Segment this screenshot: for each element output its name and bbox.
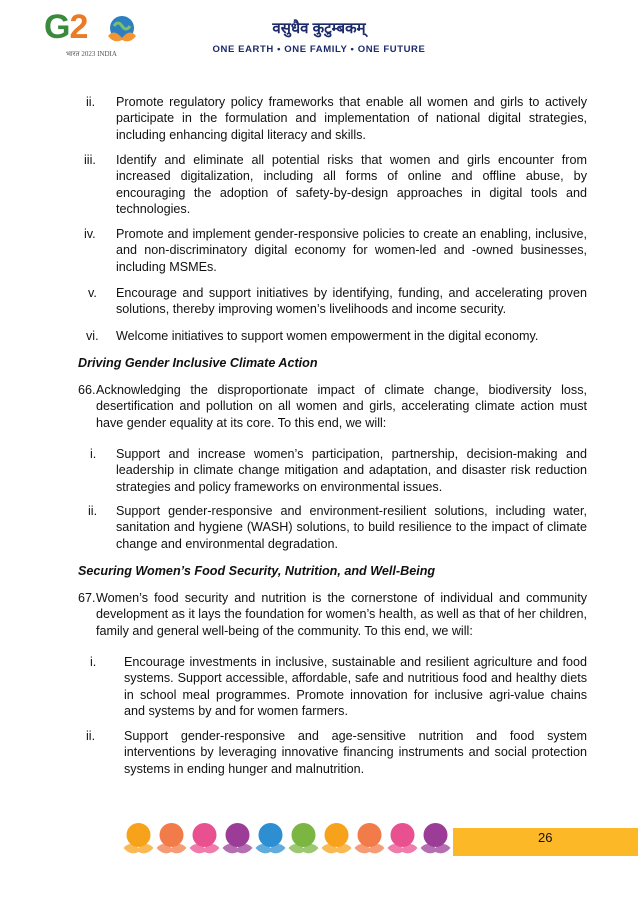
section-heading-food: Securing Women’s Food Security, Nutrition, and Well-Being (78, 564, 436, 578)
list-item: Welcome initiatives to support women empowerment in the digital economy. (116, 329, 539, 343)
hindi-motto: वसुधैव कुटुम्बकम् (272, 20, 366, 37)
paragraph-67: Women’s food security and nutrition is the cornerstone of individual and community development as it lays the foundation for women’s health, as well as that of her children, family and general well-being of the community. To this end, we will: (96, 591, 587, 638)
paragraph-66: Acknowledging the disproportionate impact of climate change, biodiversity loss, desertification and pollution on all women and girls, accelerating climate action must have gender equality at its core. To this end, we will: (96, 383, 587, 430)
list-item: Support gender-responsive and age-sensitive nutrition and food system interventions by leveraging innovative financing instruments and social protection systems in ending hunger and malnutrition. (124, 729, 587, 776)
lotus-icon (421, 823, 451, 853)
lotus-icon (388, 823, 418, 853)
list-item: Support and increase women’s participation, partnership, decision-making and leadership in climate change mitigation and adaptation, and disaster risk reduction strategies and policy frameworks on environmental issues. (116, 447, 587, 494)
lotus-icon (355, 823, 385, 853)
list-item: Promote regulatory policy frameworks that enable all women and girls to actively participate in the formulation and implementation of national digital strategies, including enhancing digital literacy and skills. (116, 95, 587, 142)
list-item: Encourage and support initiatives by identifying, funding, and accelerating proven solutions, thereby improving women’s livelihoods and income security. (116, 286, 587, 317)
list-marker: vi. (86, 329, 99, 343)
page-number: 26 (538, 830, 553, 845)
list-item: Support gender-responsive and environment-resilient solutions, including water, sanitation and hygiene (WASH) solutions, to build resilience to the impact of climate change and environmental degradation. (116, 504, 587, 551)
list-item: Identify and eliminate all potential risks that women and girls encounter from increased digitalization, including all forms of online and offline abuse, by encouraging the adoption of safety-by-design approaches in digital tools and technologies. (116, 153, 587, 217)
list-item: Encourage investments in inclusive, sustainable and resilient agriculture and food systems. Support accessible, affordable, safe and nutritious food and healthy diets in school meal programmes. Promote innovation for inclusive agri-value chains and systems by and for women farmers. (124, 655, 587, 719)
lotus-icon (322, 823, 352, 853)
g20-logo-year: भारत 2023 INDIA (66, 50, 117, 58)
header-tagline: ONE EARTH • ONE FAMILY • ONE FUTURE (212, 44, 426, 55)
lotus-icon (256, 823, 286, 853)
lotus-decoration (122, 822, 452, 858)
lotus-icon (190, 823, 220, 853)
list-marker: ii. (88, 504, 98, 518)
list-marker: ii. (86, 95, 96, 109)
list-marker: iii. (84, 153, 96, 167)
paragraph-number: 66. (78, 383, 96, 397)
section-heading-climate: Driving Gender Inclusive Climate Action (78, 356, 318, 370)
list-item: Promote and implement gender-responsive policies to create an enabling, inclusive, and non-discriminatory digital economy for women-led and -owned businesses, including MSMEs. (116, 227, 587, 274)
list-marker: iv. (84, 227, 96, 241)
lotus-icon (124, 823, 154, 853)
page-header (0, 0, 638, 70)
list-marker: i. (90, 655, 97, 669)
g20-logo-text: G2 (44, 8, 88, 46)
lotus-icon (289, 823, 319, 853)
paragraph-number: 67. (78, 591, 96, 605)
list-marker: v. (88, 286, 97, 300)
lotus-icon (157, 823, 187, 853)
list-marker: i. (90, 447, 97, 461)
list-marker: ii. (86, 729, 96, 743)
lotus-icon (223, 823, 253, 853)
